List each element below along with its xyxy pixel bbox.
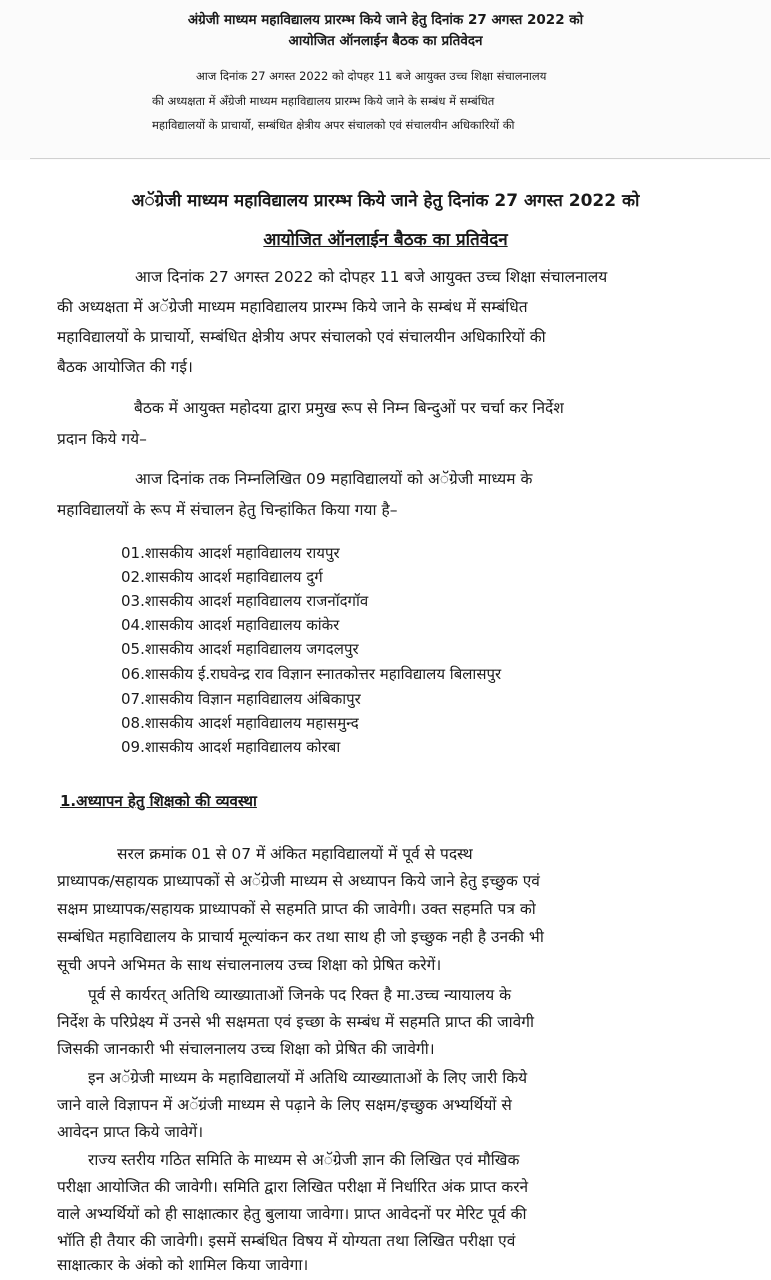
top-preview-strip (0, 0, 771, 160)
sec-para4-line-1: राज्य स्तरीय गठित समिति के माध्यम से अॅग्रेजी ज्ञान की लिखित एवं मौखिक (88, 1151, 520, 1169)
para1-line-4: बैठक आयोजित की गई। (57, 358, 193, 376)
sec-para2-line-1: पूर्व से कार्यरत् अतिथि व्याख्याताओं जिनके पद रिक्त है मा.उच्च न्यायालय के (88, 986, 512, 1004)
college-list-item: 05.शासकीय आदर्श महाविद्यालय जगदलपुर (121, 640, 359, 658)
college-list-item: 02.शासकीय आदर्श महाविद्यालय दुर्ग (121, 568, 323, 586)
sec-para3-line-3: आवेदन प्राप्त किये जावेगें। (57, 1123, 204, 1141)
sec-para3-line-2: जाने वाले विज्ञापन में अॅग्रंजी माध्यम से पढ़ाने के लिए सक्षम/इच्छुक अभ्यर्थियों से (57, 1096, 512, 1114)
sec-para4-line-4: भॉति ही तैयार की जावेगी। इसमें सम्बंधित विषय में योग्यता तथा लिखित परीक्षा एवं (57, 1232, 516, 1250)
sec-para1-line-3: सक्षम प्राध्यापक/सहायक प्राध्यापकों से सहमति प्राप्त की जावेगी। उक्त सहमति पत्र को (57, 900, 536, 918)
sec-para1-line-2: प्राध्यापक/सहायक प्राध्यापकों से अॅग्रेजी माध्यम से अध्यापन किये जाने हेतु इच्छुक एवं (57, 872, 540, 890)
para1-line-1: आज दिनांक 27 अगस्त 2022 को दोपहर 11 बजे आयुक्त उच्च शिक्षा संचालनालय (135, 268, 608, 286)
college-list-item: 08.शासकीय आदर्श महाविद्यालय महासमुन्द (121, 714, 359, 732)
preview-title-line-2: आयोजित ऑनलाईन बैठक का प्रतिवेदन (288, 33, 483, 49)
preview-body-line-3: महाविद्यालयों के प्राचार्यो, सम्बंधित क्षेत्रीय अपर संचालको एवं संचालयीन अधिकारियों की (152, 118, 515, 132)
sec-para2-line-3: जिसकी जानकारी भी संचालनालय उच्च शिक्षा को प्रेषित की जावेगी। (57, 1040, 435, 1058)
college-list-item: 01.शासकीय आदर्श महाविद्यालय रायपुर (121, 544, 340, 562)
para1-line-3: महाविद्यालयों के प्राचार्यो, सम्बंधित क्षेत्रीय अपर संचालको एवं संचालयीन अधिकारियों की (57, 328, 546, 346)
section-heading: 1.अध्यापन हेतु शिक्षको की व्यवस्था (60, 792, 257, 810)
preview-body-line-1: आज दिनांक 27 अगस्त 2022 को दोपहर 11 बजे आयुक्त उच्च शिक्षा संचालनालय (196, 69, 547, 83)
college-list-item: 04.शासकीय आदर्श महाविद्यालय कांकेर (121, 616, 340, 634)
document-title-line-2: आयोजित ऑनलाईन बैठक का प्रतिवेदन (263, 230, 508, 250)
college-list-item: 03.शासकीय आदर्श महाविद्यालय राजनॉदगॉव (121, 592, 369, 610)
document-title-line-1: अॅग्रेजी माध्यम महाविद्यालय प्रारम्भ किये जाने हेतु दिनांक 27 अगस्त 2022 को (131, 191, 640, 211)
para3-line-1: आज दिनांक तक निम्नलिखित 09 महाविद्यालयों को अॅग्रेजी माध्यम के (135, 470, 533, 488)
para2-line-2: प्रदान किये गये– (57, 430, 147, 448)
separator-line (30, 158, 770, 159)
sec-para1-line-4: सम्बंधित महाविद्यालय के प्राचार्य मूल्यांकन कर तथा साथ ही जो इच्छुक नही है उनकी भी (57, 928, 544, 946)
college-list-item: 09.शासकीय आदर्श महाविद्यालय कोरबा (121, 738, 341, 756)
sec-para1-line-1: सरल क्रमांक 01 से 07 में अंकित महाविद्यालयों में पूर्व से पदस्थ (117, 845, 473, 863)
sec-para4-line-3: वाले अभ्यर्थियों को ही साक्षात्कार हेतु बुलाया जावेगा। प्राप्त आवेदनों पर मेरिट पूर्व की (57, 1205, 527, 1223)
preview-title-line-1: अंग्रेजी माध्यम महाविद्यालय प्रारम्भ किये जाने हेतु दिनांक 27 अगस्त 2022 को (187, 12, 584, 28)
sec-para2-line-2: निर्देश के परिप्रेक्ष्य में उनसे भी सक्षमता एवं इच्छा के सम्बंध में सहमति प्राप्त की जावेगी (57, 1013, 535, 1031)
para3-line-2: महाविद्यालयों के रूप में संचालन हेतु चिन्हांकित किया गया है– (57, 501, 398, 519)
college-list-item: 06.शासकीय ई.राघवेन्द्र राव विज्ञान स्नातकोत्तर महाविद्यालय बिलासपुर (121, 665, 502, 683)
para1-line-2: की अध्यक्षता में अॅग्रेजी माध्यम महाविद्यालय प्रारम्भ किये जाने के सम्बंध में सम्बंधित (57, 298, 528, 316)
preview-body-line-2: की अध्यक्षता में अँग्रेजी माध्यम महाविद्यालय प्रारम्भ किये जाने के सम्बंध में सम्बंधित (152, 94, 495, 108)
sec-para4-line-5: साक्षात्कार के अंको को शामिल किया जावेगा। (57, 1256, 309, 1274)
sec-para4-line-2: परीक्षा आयोजित की जावेगी। समिति द्वारा लिखित परीक्षा में निर्धारित अंक प्राप्त करने (57, 1178, 529, 1196)
sec-para3-line-1: इन अॅग्रेजी माध्यम के महाविद्यालयों में अतिथि व्याख्याताओं के लिए जारी किये (88, 1069, 528, 1087)
para2-line-1: बैठक में आयुक्त महोदया द्वारा प्रमुख रूप से निम्न बिन्दुओं पर चर्चा कर निर्देश (134, 399, 564, 417)
sec-para1-line-5: सूची अपने अभिमत के साथ संचालनालय उच्च शिक्षा को प्रेषित करेगें। (57, 956, 442, 974)
college-list-item: 07.शासकीय विज्ञान महाविद्यालय अंबिकापुर (121, 690, 361, 708)
